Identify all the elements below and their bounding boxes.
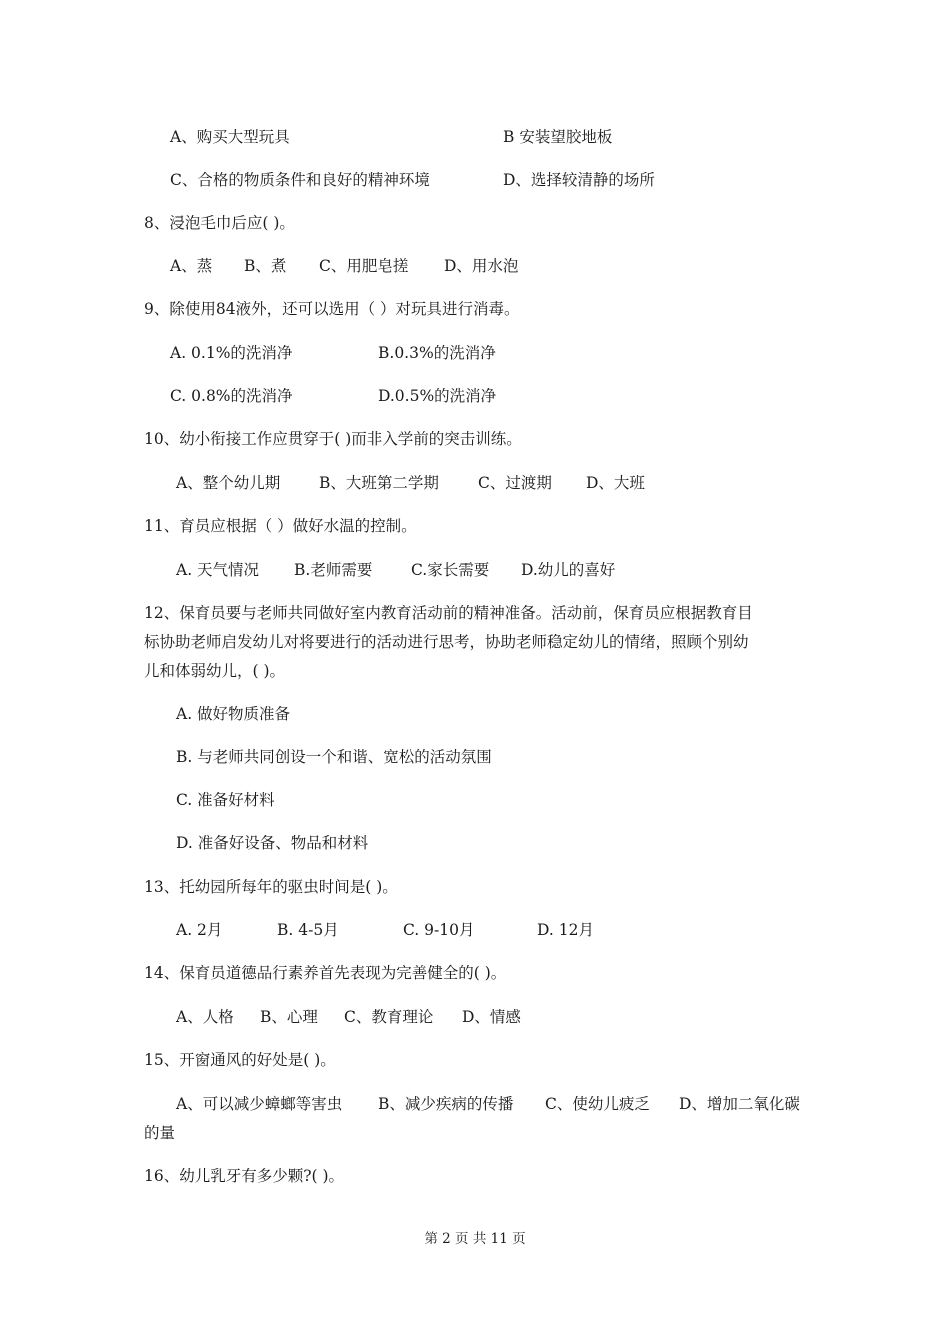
q15-option-c: C、使幼儿疲乏: [545, 1095, 650, 1113]
q8-stem: 8、浸泡毛巾后应( )。: [144, 214, 295, 232]
q8-option-b: B、煮: [244, 257, 287, 275]
q14-option-d: D、情感: [462, 1008, 521, 1026]
q12-option-a: A. 做好物质准备: [176, 705, 291, 723]
q15-stem: 15、开窗通风的好处是( )。: [144, 1051, 336, 1069]
q12-stem-line-1: 12、保育员要与老师共同做好室内教育活动前的精神准备。活动前，保育员应根据教育目: [144, 604, 753, 622]
q14-stem: 14、保育员道德品行素养首先表现为完善健全的( )。: [144, 964, 507, 982]
q9-stem: 9、除使用84液外，还可以选用（ ）对玩具进行消毒。: [144, 300, 520, 318]
q9-option-c: C. 0.8%的洗消净: [170, 387, 293, 405]
q12-option-b: B. 与老师共同创设一个和谐、宽松的活动氛围: [176, 748, 492, 766]
q11-option-c: C.家长需要: [411, 561, 490, 579]
q13-option-b: B. 4-5月: [277, 921, 339, 939]
q12-option-d: D. 准备好设备、物品和材料: [176, 834, 369, 852]
q10-stem: 10、幼小衔接工作应贯穿于( )而非入学前的突击训练。: [144, 430, 522, 448]
q11-option-a: A. 天气情况: [176, 561, 260, 579]
q10-option-d: D、大班: [586, 474, 645, 492]
q13-option-c: C. 9-10月: [403, 921, 475, 939]
q13-stem: 13、托幼园所每年的驱虫时间是( )。: [144, 878, 398, 896]
q15-option-d: D、增加二氧化碳: [679, 1095, 800, 1113]
q9-option-b: B.0.3%的洗消净: [378, 344, 496, 362]
q10-option-c: C、过渡期: [478, 474, 552, 492]
q8-option-a: A、蒸: [170, 257, 213, 275]
q9-option-d: D.0.5%的洗消净: [378, 387, 497, 405]
q12-option-c: C. 准备好材料: [176, 791, 275, 809]
q11-stem: 11、育员应根据（ ）做好水温的控制。: [144, 517, 417, 535]
q9-option-a: A. 0.1%的洗消净: [170, 344, 293, 362]
q14-option-b: B、心理: [260, 1008, 318, 1026]
q16-stem: 16、幼儿乳牙有多少颗?( )。: [144, 1167, 345, 1185]
q10-option-a: A、整个幼儿期: [176, 474, 281, 492]
q15-option-b: B、减少疾病的传播: [378, 1095, 514, 1113]
q8-option-c: C、用肥皂搓: [319, 257, 409, 275]
q12-stem-line-2: 标协助老师启发幼儿对将要进行的活动进行思考，协助老师稳定幼儿的情绪，照顾个别幼: [144, 633, 749, 651]
q11-option-d: D.幼儿的喜好: [521, 561, 616, 579]
q12-stem-line-3: 儿和体弱幼儿，( )。: [144, 662, 286, 680]
q7-option-c: C、合格的物质条件和良好的精神环境: [170, 171, 430, 189]
q10-option-b: B、大班第二学期: [319, 474, 439, 492]
q15-option-a: A、可以减少蟑螂等害虫: [176, 1095, 343, 1113]
q7-option-d: D、选择较清静的场所: [503, 171, 655, 189]
q15-option-continuation: 的量: [144, 1124, 176, 1142]
page-number-footer: 第 2 页 共 11 页: [424, 1231, 526, 1247]
q7-option-b: B 安装望胶地板: [503, 128, 613, 146]
q13-option-a: A. 2月: [176, 921, 223, 939]
q13-option-d: D. 12月: [537, 921, 594, 939]
q14-option-a: A、人格: [176, 1008, 234, 1026]
q8-option-d: D、用水泡: [444, 257, 519, 275]
q11-option-b: B.老师需要: [294, 561, 373, 579]
q14-option-c: C、教育理论: [344, 1008, 434, 1026]
q7-option-a: A、购买大型玩具: [170, 128, 290, 146]
